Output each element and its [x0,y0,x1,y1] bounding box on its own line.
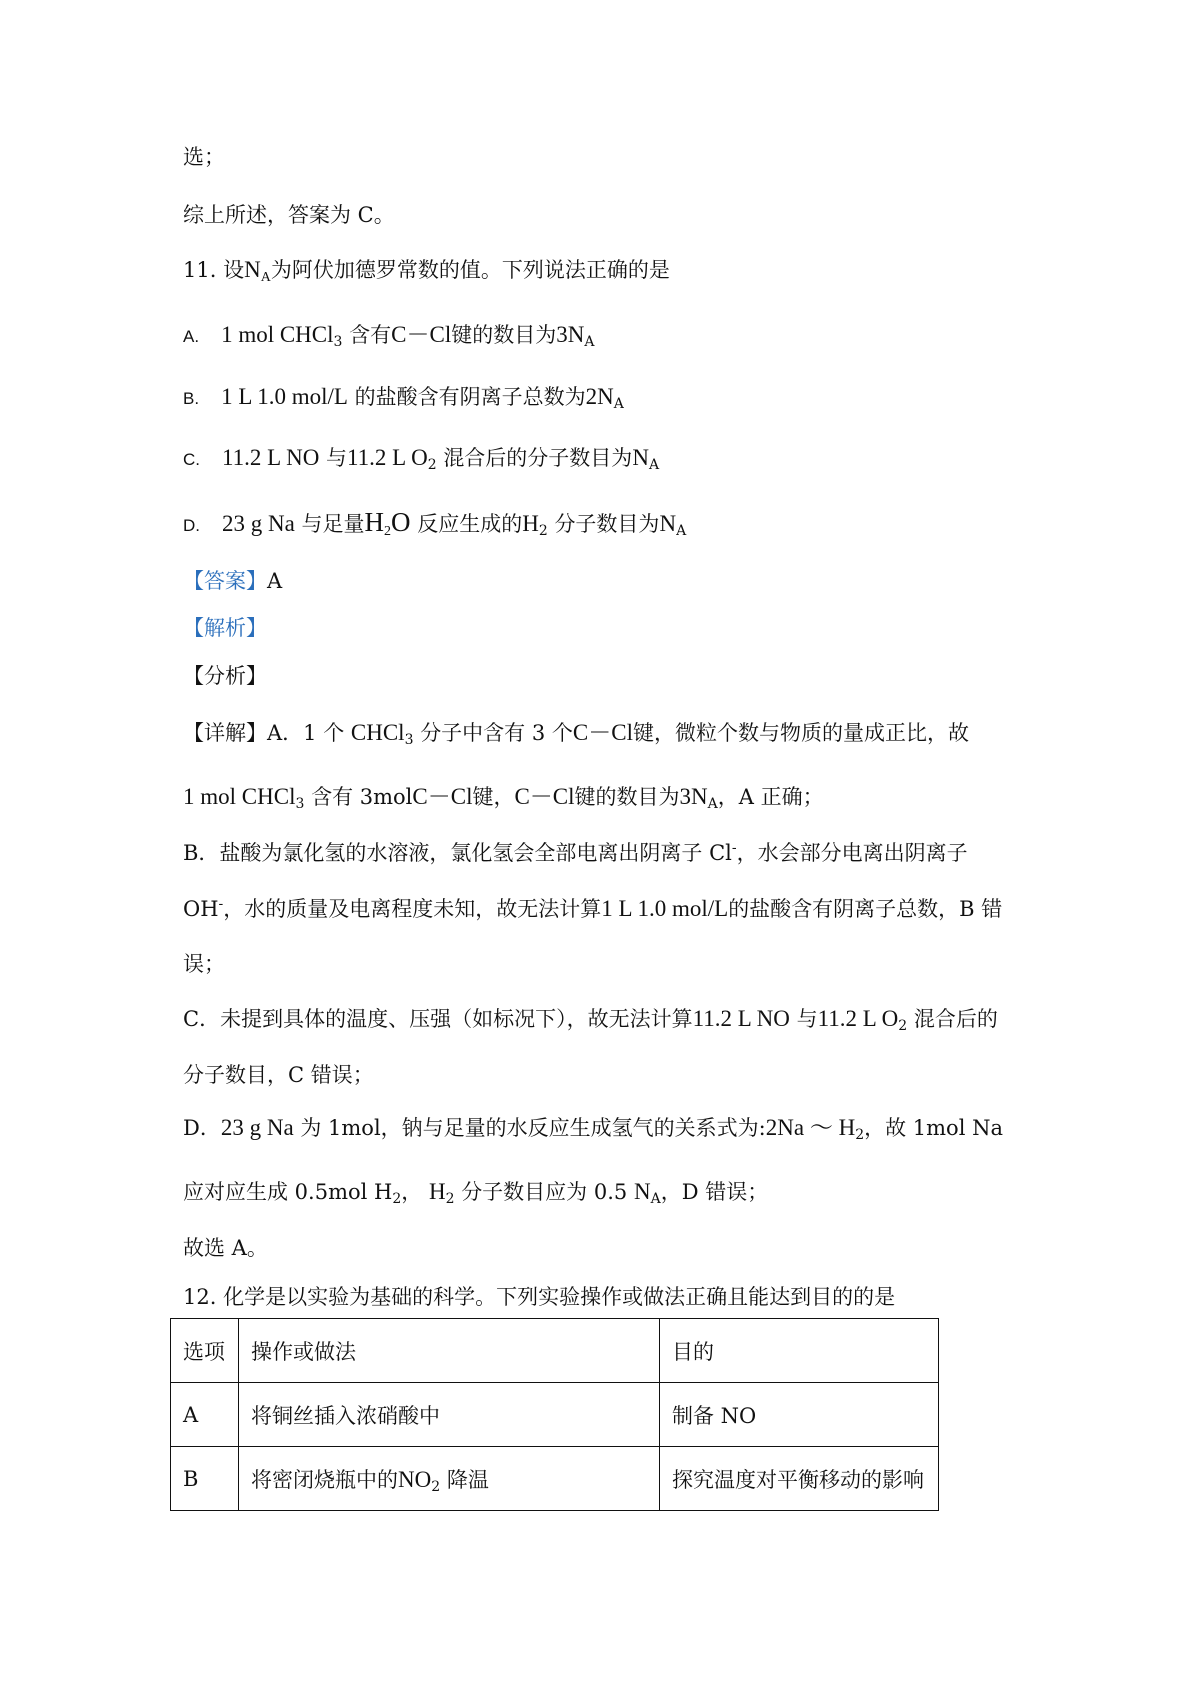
formula: 1 mol CHCl [221,322,334,347]
table-cell: A [171,1383,239,1447]
option-text: 反应生成的 [417,512,523,536]
option-a: A. 1 mol CHCl$_3$ 含有C－Cl键的数目为$3N_A$ [183,322,595,350]
option-label: A. [183,327,200,346]
formula: 11.2 L O [347,445,428,470]
detail-b-line2: OH-，水的质量及电离程度未知，故无法计算1 L 1.0 mol/L的盐酸含有阴离子总数，B 错 [183,896,1003,921]
formula: N [632,445,649,470]
option-text: 分子数目为 [554,512,660,536]
formula: 11.2 L NO [222,445,320,470]
na-symbol: $N_A$ [244,257,271,285]
detail-a-line2: 1 mol CHCl$_3$ 含有 3molC－Cl键，C－Cl键的数目为$3N_A$，A 正确； [183,784,824,812]
table-header-cell: 选项 [171,1319,239,1383]
option-text: 含有 [349,323,392,347]
option-text: 混合后的分子数目为 [443,446,633,470]
answer-tag: 【答案】 [183,569,267,593]
question-11-stem [183,255,670,285]
conclusion: 故选 A。 [183,1236,268,1260]
detail-c-line1: C．未提到具体的温度、压强（如标况下），故无法计算11.2 L NO 与11.2 L $O_2$ 混合后的 [183,1006,998,1034]
detail-a-line1: 【详解】A．1 个 CHCl$_3$ 分子中含有 3 个C－Cl键，微粒个数与物质的量成正比，故 [183,720,969,748]
formula: 2N [585,384,614,409]
answer-line [183,566,282,596]
stem-text: 设 [223,258,245,282]
option-text: 与足量 [301,512,365,536]
table-cell: 将铜丝插入浓硝酸中 [239,1383,660,1447]
option-text: 键的数目为 [451,323,557,347]
table-header-cell: 操作或做法 [239,1319,660,1383]
detail-d-line1: D．23 g Na 为 1mol，钠与足量的水反应生成氢气的关系式为:2Na ～ $H_2$，故 1mol Na [183,1115,1003,1143]
table-row [171,1447,939,1511]
question-number: 11. [183,258,217,282]
option-d: D. 23 g Na 与足量$H_2O$ 反应生成的$H_2$ 分子数目为$N_A$ [183,507,687,539]
stem-text: 为阿伏加德罗常数的值。下列说法正确的是 [270,258,670,282]
formula: H [522,511,539,536]
option-b: B. 1 L 1.0 mol/L 的盐酸含有阴离子总数为$2N_A$ [183,384,624,412]
table-cell: 制备 NO [660,1383,939,1447]
question-12-stem: 12. 化学是以实验为基础的科学。下列实验操作或做法正确且能达到目的的是 [183,1285,896,1309]
formula: 23 g Na [222,511,295,536]
table-cell: B [171,1447,239,1511]
formula: N [659,511,677,536]
table-header-cell: 目的 [660,1319,939,1383]
fenxi-tag: 【分析】 [183,664,267,688]
formula: C－Cl [391,322,452,347]
table-header-row [171,1319,939,1383]
detail-b-line3: 误； [183,952,225,976]
table-cell: 探究温度对平衡移动的影响 [660,1447,939,1511]
text-line: 综上所述，答案为 C。 [183,203,395,227]
formula: 3N [556,322,585,347]
table-cell: 将密闭烧瓶中的$NO_2$ 降温 [239,1447,660,1511]
formula: $H_2O$ [364,507,411,539]
option-label: B. [183,389,200,408]
option-text: 与 [326,446,347,470]
detail-c-line2: 分子数目，C 错误； [183,1063,374,1087]
analysis-tag: 【解析】 [183,616,267,640]
answer-value: A [267,569,283,593]
detail-d-line2: 应对应生成 0.5mol $H_2$， $H_2$ 分子数目应为 0.5 $N_A$，D 错误； [183,1179,769,1207]
detail-b-line1: B．盐酸为氯化氢的水溶液，氯化氢会全部电离出阴离子 Cl-，水会部分电离出阴离子 [183,840,968,865]
formula: 1 L 1.0 mol/L [221,384,348,409]
text-line: 选； [183,145,225,169]
option-label: D. [183,516,200,535]
option-text: 的盐酸含有阴离子总数为 [354,385,586,409]
table-row [171,1383,939,1447]
option-c: C. 11.2 L NO 与11.2 L $O_2$ 混合后的分子数目为$N_A$ [183,445,660,473]
option-label: C. [183,450,200,469]
question-12-table [170,1318,939,1511]
